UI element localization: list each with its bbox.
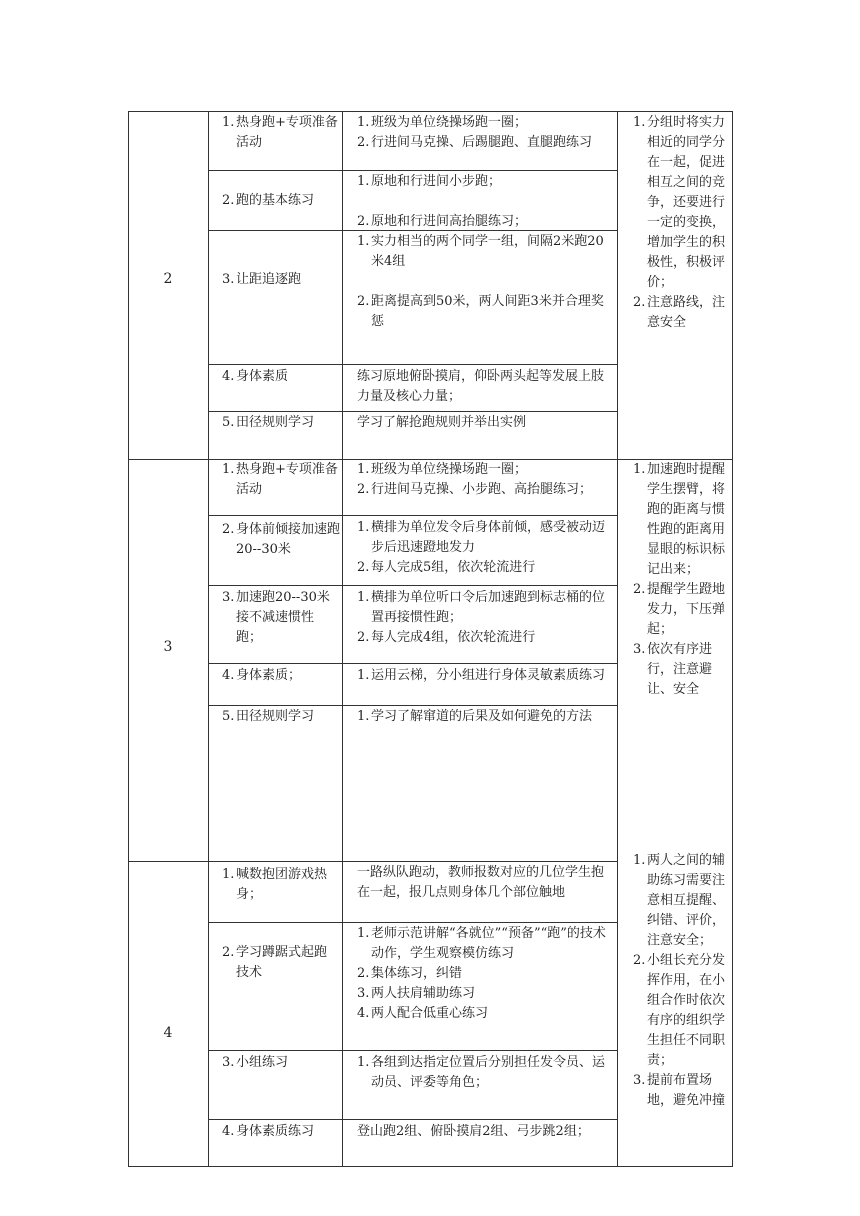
activity-cell: 4. 身体素质	[222, 369, 289, 384]
content-cell: 登山跑2组、俯卧摸肩2组、弓步跳2组；	[357, 1124, 590, 1139]
content-cell: 1. 原地和行进间小步跑； 2. 原地和行进间高抬腿练习；	[357, 174, 528, 229]
activity-cell: 3. 加速跑20--30米接不减速惯性跑；	[222, 590, 330, 645]
content-cell: 1. 横排为单位发令后身体前倾，感受被动迈步后迅速蹬地发力 2. 每人完成5组，依次轮流进行	[357, 520, 606, 575]
content-cell: 一路纵队跑动，教师报数对应的几位学生抱在一起，报几点则身体几个部位触地	[357, 865, 605, 900]
activity-cell: 5. 田径规则学习	[222, 415, 315, 430]
content-cell: 1. 老师示范讲解“各就位”“预备”“跑”的技术动作，学生观察模仿练习 2. 集体练习，纠错 3. 两人扶肩辅助练习 4. 两人配合低重心练习	[357, 926, 606, 1021]
content-cell: 1. 运用云梯，分小组进行身体灵敏素质练习	[357, 668, 606, 683]
lesson-number-2: 2	[163, 271, 173, 287]
notes-cell: 1. 加速跑时提醒学生摆臂，将跑的距离与惯性跑的距离用显眼的标识标记出来； 2. 提醒学生蹬地发力，下压弹起； 3. 依次有序进行，注意避让、安全	[633, 462, 726, 697]
content-cell: 1. 各组到达指定位置后分别担任发令员、运动员、评委等角色；	[357, 1055, 606, 1090]
content-cell: 1. 班级为单位绕操场跑一圈； 2. 行进间马克操、小步跑、高抬腿练习；	[357, 462, 593, 497]
activity-cell: 4. 身体素质；	[222, 668, 302, 683]
activity-cell: 1. 热身跑+专项准备活动	[222, 115, 338, 150]
activity-cell: 3. 让距追逐跑	[222, 272, 302, 287]
activity-cell: 2. 身体前倾接加速跑20--30米	[222, 522, 341, 557]
content-cell: 1. 学习了解窜道的后果及如何避免的方法	[357, 709, 593, 724]
content-cell: 1. 实力相当的两个同学一组，间隔2米跑20米4组 2. 距离提高到50米，两人间距3米并合理奖惩	[357, 234, 604, 329]
activity-cell: 1. 喊数抱团游戏热身；	[222, 867, 328, 902]
lesson-number-4: 4	[163, 1025, 173, 1041]
activity-cell: 5. 田径规则学习	[222, 709, 315, 724]
activity-cell: 2. 跑的基本练习	[222, 193, 315, 208]
content-cell: 1. 班级为单位绕操场跑一圈； 2. 行进间马克操、后踢腿跑、直腿跑练习	[357, 115, 593, 150]
notes-cell: 1. 两人之间的辅助练习需要注意相互提醒、纠错、评价，注意安全； 2. 小组长充分发挥作用，在小组合作时依次有序的组织学生担任不同职责； 3. 提前布置场地，避免冲撞	[633, 853, 726, 1108]
lesson-number-3: 3	[163, 639, 173, 655]
notes-cell: 1. 分组时将实力相近的同学分在一起，促进相互之间的竞争，还要进行一定的变换，增加学生的积极性，积极评价； 2. 注意路线，注意安全	[633, 115, 726, 330]
activity-cell: 3. 小组练习	[222, 1055, 289, 1070]
activity-cell: 4. 身体素质练习	[222, 1124, 315, 1139]
activity-cell: 2. 学习蹲踞式起跑技术	[222, 945, 328, 980]
content-cell: 1. 横排为单位听口令后加速跑到标志桶的位置再接惯性跑； 2. 每人完成4组，依次轮流进行	[357, 590, 606, 645]
content-cell: 学习了解抢跑规则并举出实例	[357, 415, 527, 430]
content-cell: 练习原地俯卧摸肩，仰卧两头起等发展上肢力量及核心力量；	[357, 369, 605, 404]
activity-cell: 1. 热身跑+专项准备活动	[222, 462, 338, 497]
